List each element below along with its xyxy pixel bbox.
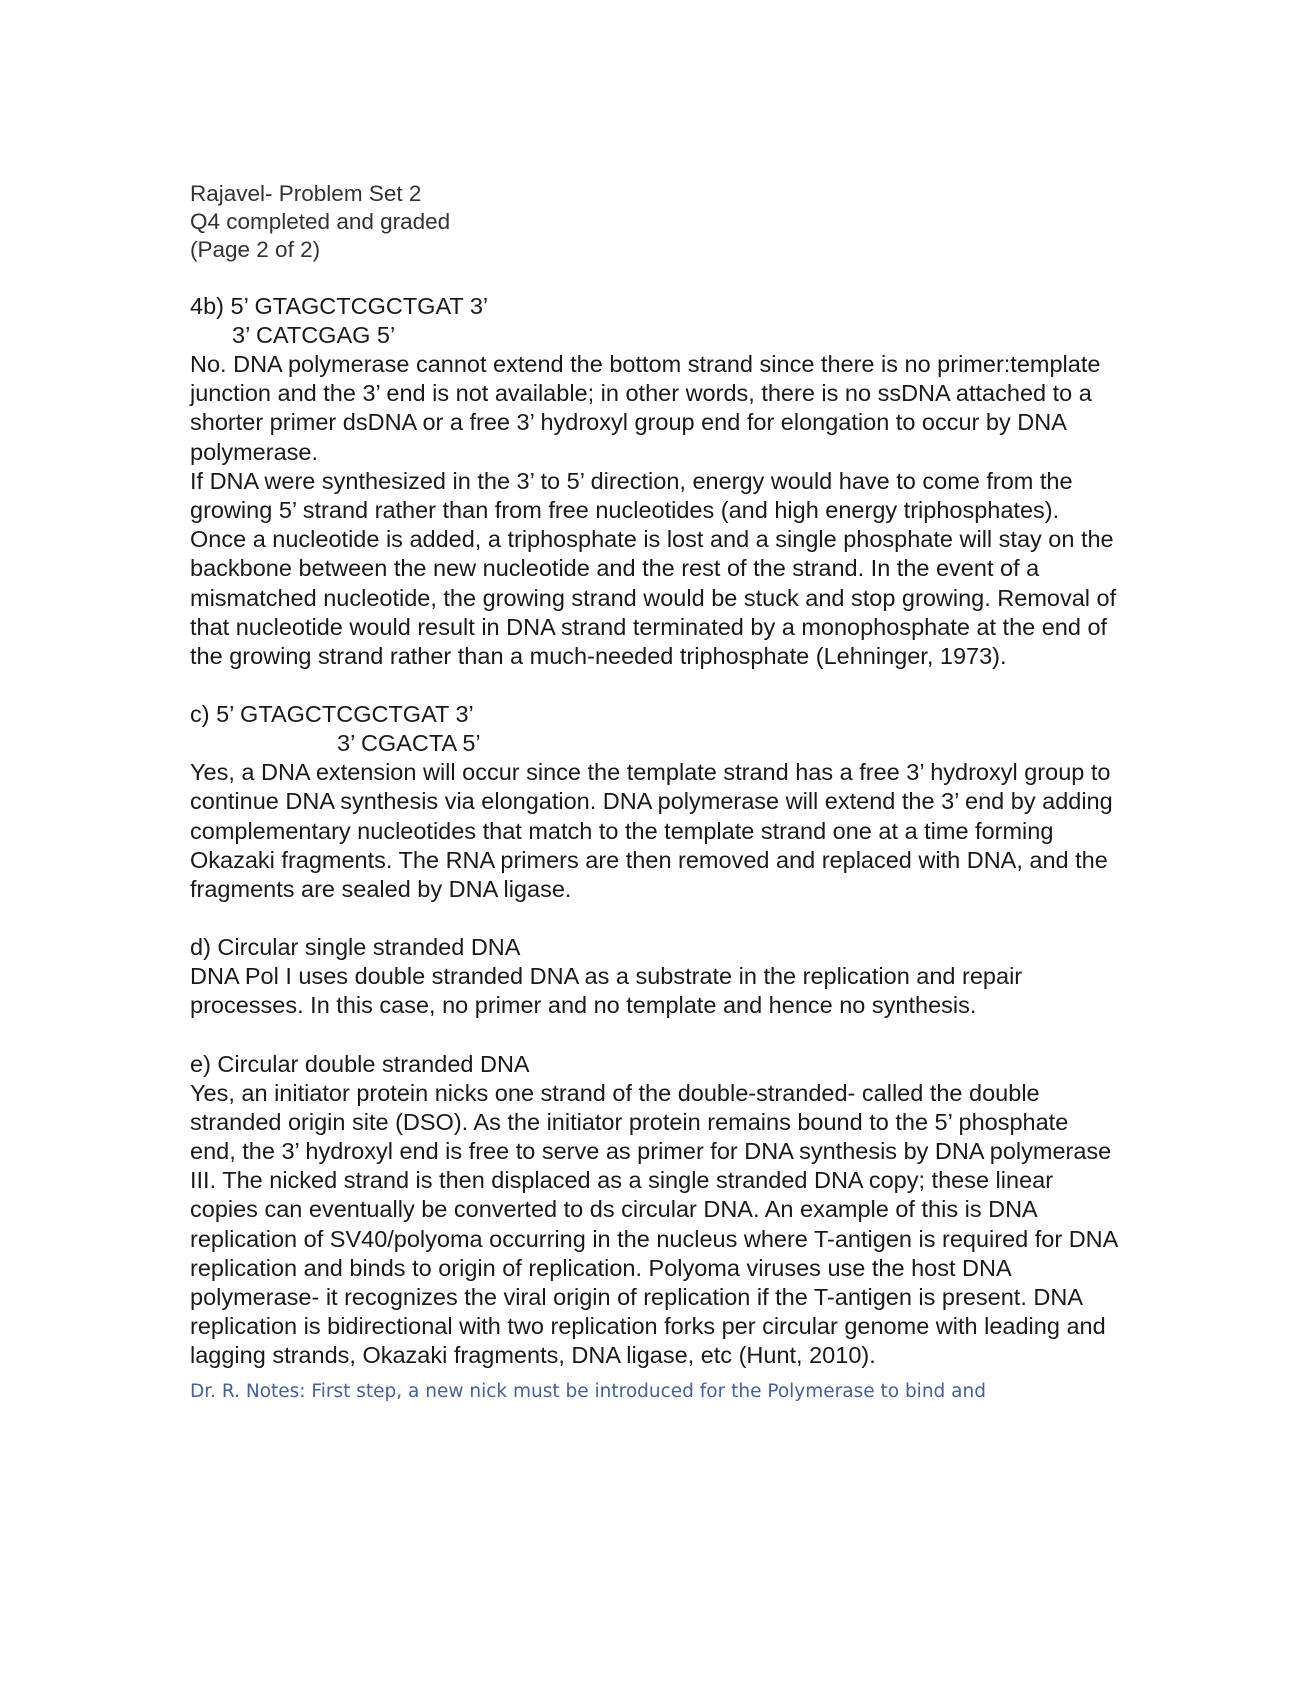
sequence-top-strand-c: c) 5’ GTAGCTCGCTGAT 3’ (190, 701, 474, 728)
sequence-bottom-strand-c: 3’ CGACTA 5’ (337, 730, 481, 757)
section-label-d: d) Circular single stranded DNA (190, 934, 521, 961)
document-page (190, 180, 1120, 1405)
sequence-bottom-strand-b: 3’ CATCGAG 5’ (232, 322, 396, 348)
header-page-number: (Page 2 of 2) (190, 237, 321, 262)
answer-paragraph-b1: No. DNA polymerase cannot extend the bottom strand since there is no primer:template junction and the 3’ end is not available; in other words, there is no ssDNA attached to a shorter primer dsDNA or a free 3’ hydroxyl group end for elongation to occur by DNA polymerase. (190, 351, 1101, 465)
answer-paragraph-c: Yes, a DNA extension will occur since the template strand has a free 3’ hydroxyl group to continue DNA synthesis via elongation. DNA polymerase will extend the 3’ end by adding complementary nucleotides that match to the template strand one at a time forming Okazaki fragments. The RNA primers are then removed and replaced with DNA, and the fragments are sealed by DNA ligase. (190, 759, 1113, 903)
sequence-top-strand-b: 4b) 5’ GTAGCTCGCTGAT 3’ (190, 293, 489, 319)
document-header (190, 180, 1120, 264)
answer-paragraph-d: DNA Pol I uses double stranded DNA as a substrate in the replication and repair processes. In this case, no primer and no template and hence no synthesis. (190, 963, 1023, 1019)
section-d (190, 933, 1120, 1020)
answer-paragraph-b2b: growing 5’ strand rather than from free nucleotides (and high energy triphosphates). Once a nucleotide is added, a triphosphate is lost and a single phosphate will stay on the backbone between the new nucleotide and the rest of the strand. In the event of a mismatched nucleotide, the growing strand would be stuck and stop growing. Removal of that nucleotide would result in DNA strand terminated by a monophosphate at the end of the growing strand rather than a much-needed triphosphate (Lehninger, 1973). (190, 497, 1117, 670)
section-4b (190, 292, 1120, 671)
answer-paragraph-e: Yes, an initiator protein nicks one strand of the double-stranded- called the double stranded origin site (DSO). As the initiator protein remains bound to the 5’ phosphate end, the 3’ hydroxyl end is free to serve as primer for DNA synthesis by DNA polymerase III. The nicked strand is then displaced as a single stranded DNA copy; these linear copies can eventually be converted to ds circular DNA. An example of this is DNA replication of SV40/polyoma occurring in the nucleus where T-antigen is required for DNA replication and binds to origin of replication. Polyoma viruses use the host DNA polymerase- it recognizes the viral origin of replication if the T-antigen is present. DNA replication is bidirectional with two replication forks per circular genome with leading and lagging strands, Okazaki fragments, DNA ligase, etc (Hunt, 2010). (190, 1079, 1118, 1369)
section-label-e: e) Circular double stranded DNA (190, 1050, 530, 1077)
header-author-title: Rajavel- Problem Set 2 (190, 181, 422, 206)
header-status: Q4 completed and graded (190, 209, 451, 234)
section-e (190, 1050, 1120, 1371)
instructor-notes: Dr. R. Notes: First step, a new nick must be introduced for the Polymerase to bind and (190, 1380, 986, 1402)
answer-paragraph-b2a: If DNA were synthesized in the 3’ to 5’ direction, energy would have to come from the (190, 467, 1073, 494)
section-c (190, 700, 1120, 904)
